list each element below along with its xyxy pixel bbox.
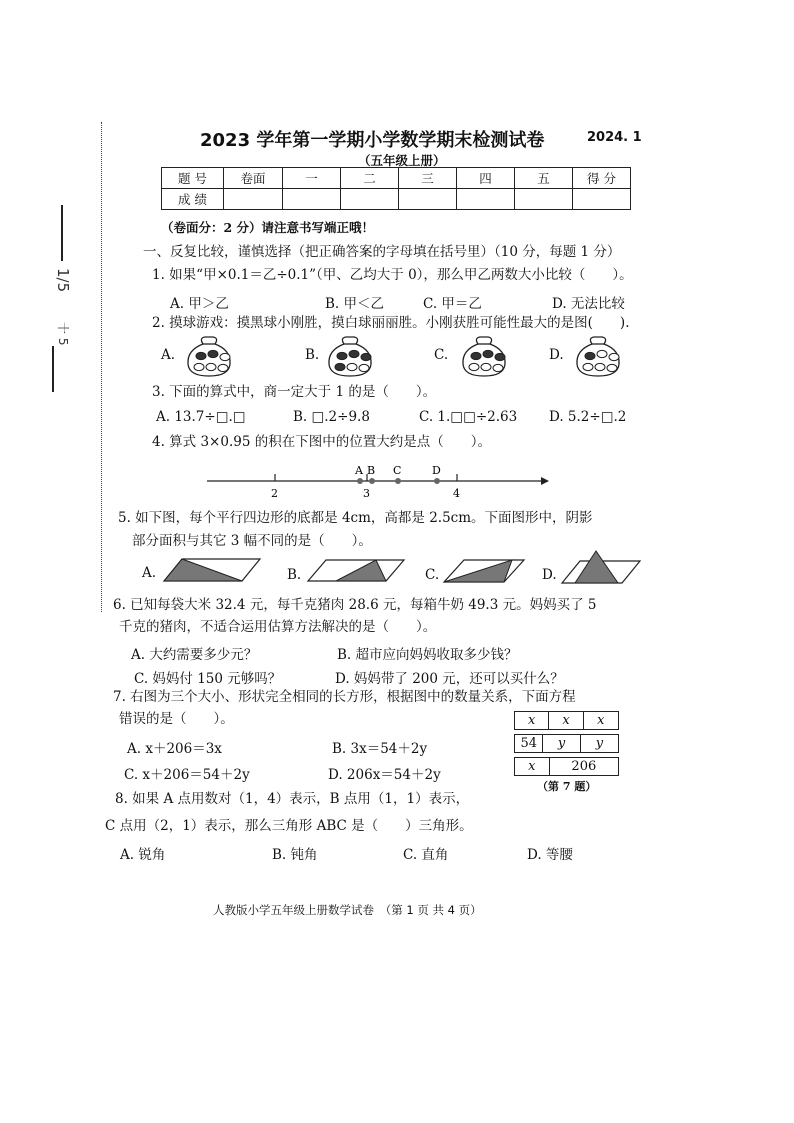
page-title: 2023 学年第一学期小学数学期末检测试卷 xyxy=(200,130,545,151)
q1-stem: 1. 如果“甲×0.1＝乙÷0.1”（甲、乙均大于 0），那么甲乙两数大小比较（ ）。 xyxy=(152,267,633,283)
black-ball xyxy=(585,352,595,359)
black-ball xyxy=(495,353,505,360)
score-cell: 二 xyxy=(341,168,399,189)
bag-c xyxy=(460,334,508,378)
parallelogram-b xyxy=(306,557,406,587)
white-ball xyxy=(194,363,204,370)
q7-cell: 54 xyxy=(515,735,543,752)
tick-4: 4 xyxy=(453,487,460,500)
point-b xyxy=(369,478,375,484)
white-ball xyxy=(218,364,228,371)
tick-2: 2 xyxy=(271,487,278,500)
black-ball xyxy=(196,352,206,359)
q5-label-c: C. xyxy=(425,567,440,583)
score-table-score-row xyxy=(162,189,631,210)
q6-stem-line2: 千克的猪肉，不适合运用估算方法解决的是（ ）。 xyxy=(119,619,437,635)
q8-stem-line1: 8. 如果 A 点用数对（1，4）表示，B 点用（1，1）表示， xyxy=(115,791,470,807)
margin-line-2 xyxy=(52,346,54,392)
q7-cell: y xyxy=(543,735,580,752)
q7-cell: x xyxy=(515,712,549,729)
score-cell: 得 分 xyxy=(573,168,631,189)
white-ball xyxy=(597,350,607,357)
black-ball xyxy=(361,353,371,360)
q8-option-d: D. 等腰 xyxy=(527,847,573,863)
black-ball xyxy=(335,363,345,370)
exam-date: 2024. 1 xyxy=(587,130,642,145)
q6-option-d: D. 妈妈带了 200 元，还可以买什么？ xyxy=(335,671,564,687)
point-d xyxy=(434,478,440,484)
score-cell: 一 xyxy=(283,168,341,189)
q8-option-a: A. 锐角 xyxy=(120,847,166,863)
score-blank[interactable] xyxy=(573,189,631,210)
q7-rect-2 xyxy=(514,734,619,753)
score-table xyxy=(161,167,631,210)
q8-option-c: C. 直角 xyxy=(403,847,449,863)
q4-stem: 4. 算式 3×0.95 的积在下图中的位置大约是点（ ）。 xyxy=(152,434,491,450)
q1-option-a: A. 甲＞乙 xyxy=(170,296,229,312)
q7-option-a: A. x＋206＝3x xyxy=(127,741,222,757)
score-cell: 题 号 xyxy=(162,168,224,189)
white-ball xyxy=(220,353,230,360)
q3-stem: 3. 下面的算式中，商一定大于 1 的是（ ）。 xyxy=(152,384,437,400)
score-cell: 五 xyxy=(515,168,573,189)
bag-b xyxy=(326,334,374,378)
score-table-header-row xyxy=(162,168,631,189)
score-cell: 成 绩 xyxy=(162,189,224,210)
black-ball xyxy=(337,352,347,359)
binding-dotted-line xyxy=(101,122,102,612)
score-blank[interactable] xyxy=(283,189,341,210)
white-ball xyxy=(347,363,357,370)
page-subtitle: （五年级上册） xyxy=(358,153,446,168)
black-ball xyxy=(483,350,493,357)
q6-option-a: A. 大约需要多少元？ xyxy=(131,647,258,663)
q6-option-b: B. 超市应向妈妈收取多少钱？ xyxy=(337,647,518,663)
page-footer: 人教版小学五年级上册数学试卷 （第 1 页 共 4 页） xyxy=(213,903,482,917)
q7-rect-3 xyxy=(514,757,619,776)
q7-cell: y xyxy=(595,736,604,751)
tick-3: 3 xyxy=(363,487,370,500)
q2-label-b: B. xyxy=(305,347,320,363)
point-c xyxy=(395,478,401,484)
q5-label-a: A. xyxy=(142,565,157,581)
bag-d xyxy=(574,334,622,378)
q1-option-d: D. 无法比较 xyxy=(552,296,625,312)
parallelogram-a xyxy=(162,557,262,583)
point-a xyxy=(357,478,363,484)
q6-stem-line1: 6. 已知每袋大米 32.4 元，每千克猪肉 28.6 元，每箱牛奶 49.3 元。妈妈买了 5 xyxy=(113,597,597,613)
margin-line-1 xyxy=(61,205,63,261)
q2-label-a: A. xyxy=(161,347,176,363)
white-ball xyxy=(206,363,216,370)
white-ball xyxy=(607,364,617,371)
q5-label-b: B. xyxy=(287,567,302,583)
q2-stem: 2. 摸球游戏：摸黑球小刚胜，摸白球丽丽胜。小刚获胜可能性最大的是图( ). xyxy=(152,315,630,331)
q7-cell: 206 xyxy=(571,759,597,774)
black-ball xyxy=(208,350,218,357)
black-ball xyxy=(349,350,359,357)
point-label-c: C xyxy=(393,464,402,477)
margin-handwriting-2: 十 5 xyxy=(56,322,70,346)
score-cell: 四 xyxy=(457,168,515,189)
q5-stem-line2: 部分面积与其它 3 幅不同的是（ ）。 xyxy=(132,533,372,549)
q7-caption: （第 7 题） xyxy=(537,780,597,793)
parallelogram-d xyxy=(560,549,642,585)
white-ball xyxy=(469,363,479,370)
q5-stem-line1: 5. 如下图，每个平行四边形的底都是 4cm，高都是 2.5cm。下面图形中，阴影 xyxy=(118,510,593,526)
q7-cell: x xyxy=(597,713,605,728)
q7-rect-1 xyxy=(514,711,619,730)
q7-option-d: D. 206x＝54＋2y xyxy=(328,767,441,783)
q7-option-b: B. 3x＝54＋2y xyxy=(332,741,428,757)
q2-label-c: C. xyxy=(434,347,449,363)
q3-option-c: C. 1.□□÷2.63 xyxy=(419,409,518,425)
score-blank[interactable] xyxy=(457,189,515,210)
white-ball xyxy=(493,364,503,371)
white-ball xyxy=(481,363,491,370)
score-blank[interactable] xyxy=(515,189,573,210)
point-label-d: D xyxy=(432,464,441,477)
neatness-note: （卷面分：2 分）请注意书写端正哦！ xyxy=(161,220,375,235)
q8-option-b: B. 钝角 xyxy=(272,847,318,863)
point-label-b: B xyxy=(367,464,376,477)
score-blank[interactable] xyxy=(224,189,283,210)
parallelogram-c xyxy=(442,557,526,585)
q7-stem-line1: 7. 右图为三个大小、形状完全相同的长方形，根据图中的数量关系，下面方程 xyxy=(113,689,576,705)
score-blank[interactable] xyxy=(399,189,457,210)
white-ball xyxy=(595,363,605,370)
section-heading: 一、反复比较，谨慎选择（把正确答案的字母填在括号里）（10 分，每题 1 分） xyxy=(143,244,621,260)
score-blank[interactable] xyxy=(341,189,399,210)
q7-cell: x xyxy=(515,758,550,775)
number-line xyxy=(195,460,555,502)
white-ball xyxy=(583,363,593,370)
point-label-a: A xyxy=(355,464,363,477)
white-ball xyxy=(359,364,369,371)
q7-stem-line2: 错误的是（ ）。 xyxy=(119,711,234,727)
q3-option-d: D. 5.2÷□.2 xyxy=(549,409,627,425)
q3-option-a: A. 13.7÷□.□ xyxy=(156,409,246,425)
q7-option-c: C. x＋206＝54＋2y xyxy=(124,767,250,783)
score-cell: 卷面 xyxy=(224,168,283,189)
q8-stem-line2: C 点用（2，1）表示，那么三角形 ABC 是（ ）三角形。 xyxy=(105,818,473,834)
white-ball xyxy=(609,353,619,360)
black-ball xyxy=(471,352,481,359)
q1-option-b: B. 甲＜乙 xyxy=(325,296,385,312)
q7-cell: x xyxy=(549,712,583,729)
score-cell: 三 xyxy=(399,168,457,189)
q1-option-c: C. 甲＝乙 xyxy=(423,296,482,312)
q6-option-c: C. 妈妈付 150 元够吗？ xyxy=(134,671,282,687)
q3-option-b: B. □.2÷9.8 xyxy=(293,409,370,425)
q5-label-d: D. xyxy=(542,567,557,583)
q2-label-d: D. xyxy=(549,347,564,363)
margin-handwriting-1: 1/5 xyxy=(54,268,72,293)
bag-a xyxy=(185,334,233,378)
